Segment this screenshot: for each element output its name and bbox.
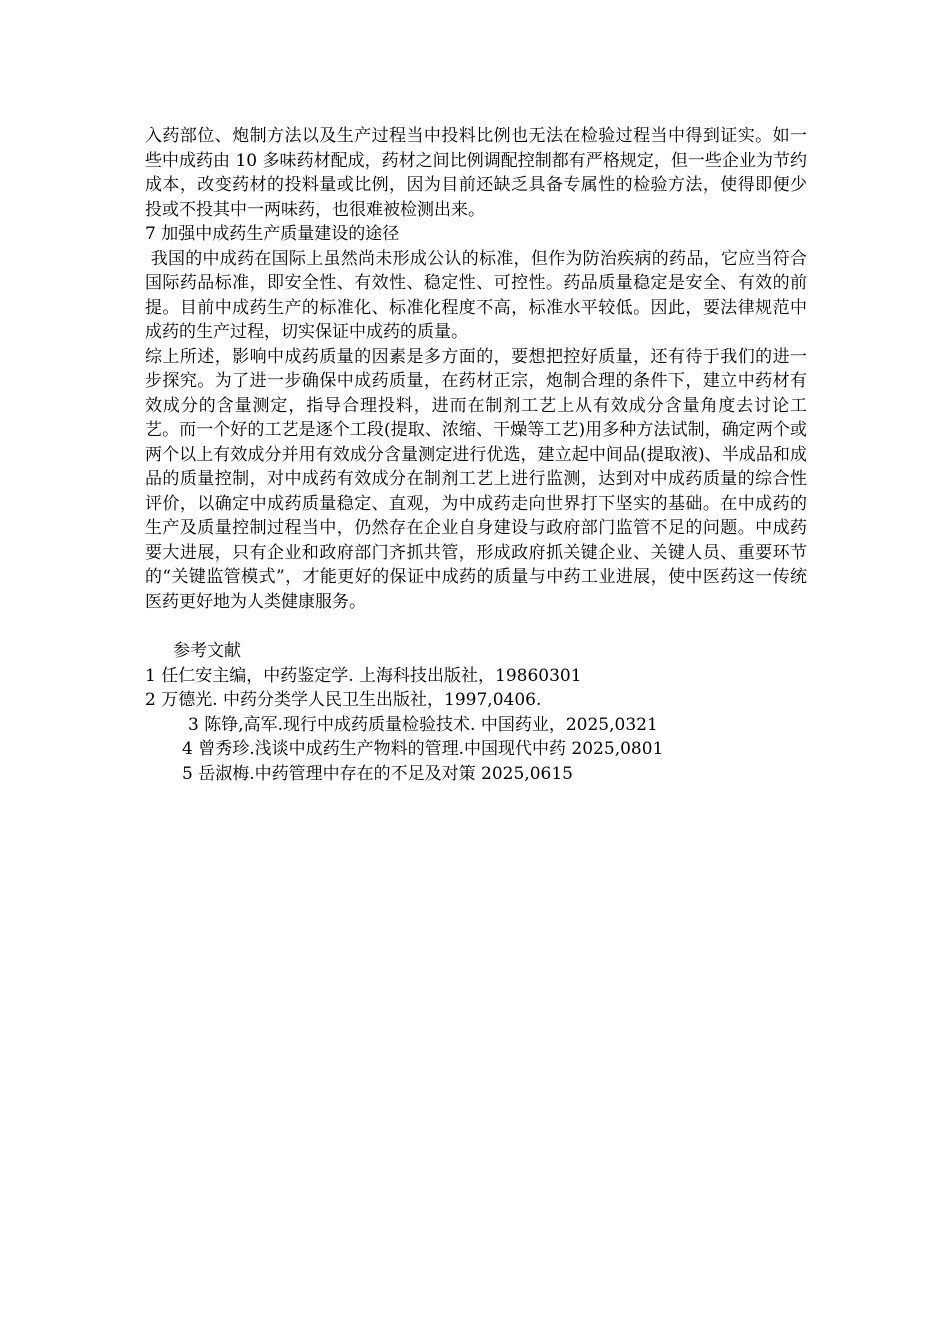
body-paragraph: 我国的中成药在国际上虽然尚未形成公认的标准，但作为防治疾病的药品，它应当符合国际药品标准，即安全性、有效性、稳定性、可控性。药品质量稳定是安全、有效的前提。目前中成药生产的标准化、标准化程度不高，标准水平较低。因此，要法律规范中成药的生产过程，切实保证中成药的质量。 (145, 248, 808, 342)
references-title: 参考文献 (173, 641, 241, 661)
reference-item: 4 曾秀珍.浅谈中成药生产物料的管理.中国现代中药 2025,0801 (182, 739, 664, 759)
references-list (145, 664, 807, 787)
reference-item: 2 万德光. 中药分类学人民卫生出版社，1997,0406. (145, 690, 542, 710)
reference-item: 3 陈铮,高军.现行中成药质量检验技术. 中国药业，2025,0321 (188, 714, 658, 735)
body-paragraph: 入药部位、炮制方法以及生产过程当中投料比例也无法在检验过程当中得到证实。如一些中成药由 10 多味药材配成，药材之间比例调配控制都有严格规定，但一些企业为节约成本，改变药材的投料量或比例，因为目前还缺乏具备专属性的检验方法，使得即便少投或不投其中一两味药，也很难被检测出来。 (145, 126, 807, 220)
spacer (145, 614, 807, 639)
reference-item: 1 任仁安主编，中药鉴定学. 上海科技出版社，19860301 (145, 665, 582, 686)
section-heading: 7 加强中成药生产质量建设的途径 (145, 224, 400, 244)
reference-item: 5 岳淑梅.中药管理中存在的不足及对策 2025,0615 (182, 763, 573, 784)
body-paragraph: 综上所述，影响中成药质量的因素是多方面的，要想把控好质量，还有待于我们的进一步探究。为了进一步确保中成药质量，在药材正宗，炮制合理的条件下，建立中药材有效成分的含量测定，指导合理投料，进而在制剂工艺上从有效成分含量角度去讨论工艺。而一个好的工艺是逐个工段(提取、浓缩、干燥等工艺)用多种方法试制，确定两个或两个以上有效成分并用有效成分含量测定进行优选，建立起中间品(提取液)、半成品和成品的质量控制，对中成药有效成分在制剂工艺上进行监测，达到对中成药质量的综合性评价，以确定中成药质量稳定、直观，为中成药走向世界打下坚实的基础。在中成药的生产及质量控制过程当中，仍然存在企业自身建设与政府部门监管不足的问题。中成药要大进展，只有企业和政府部门齐抓共管，形成政府抓关键企业、关键人员、重要环节的“关键监管模式”，才能更好的保证中成药的质量与中药工业进展，使中医药这一传统医药更好地为人类健康服务。 (145, 346, 807, 612)
document-body (145, 124, 807, 786)
